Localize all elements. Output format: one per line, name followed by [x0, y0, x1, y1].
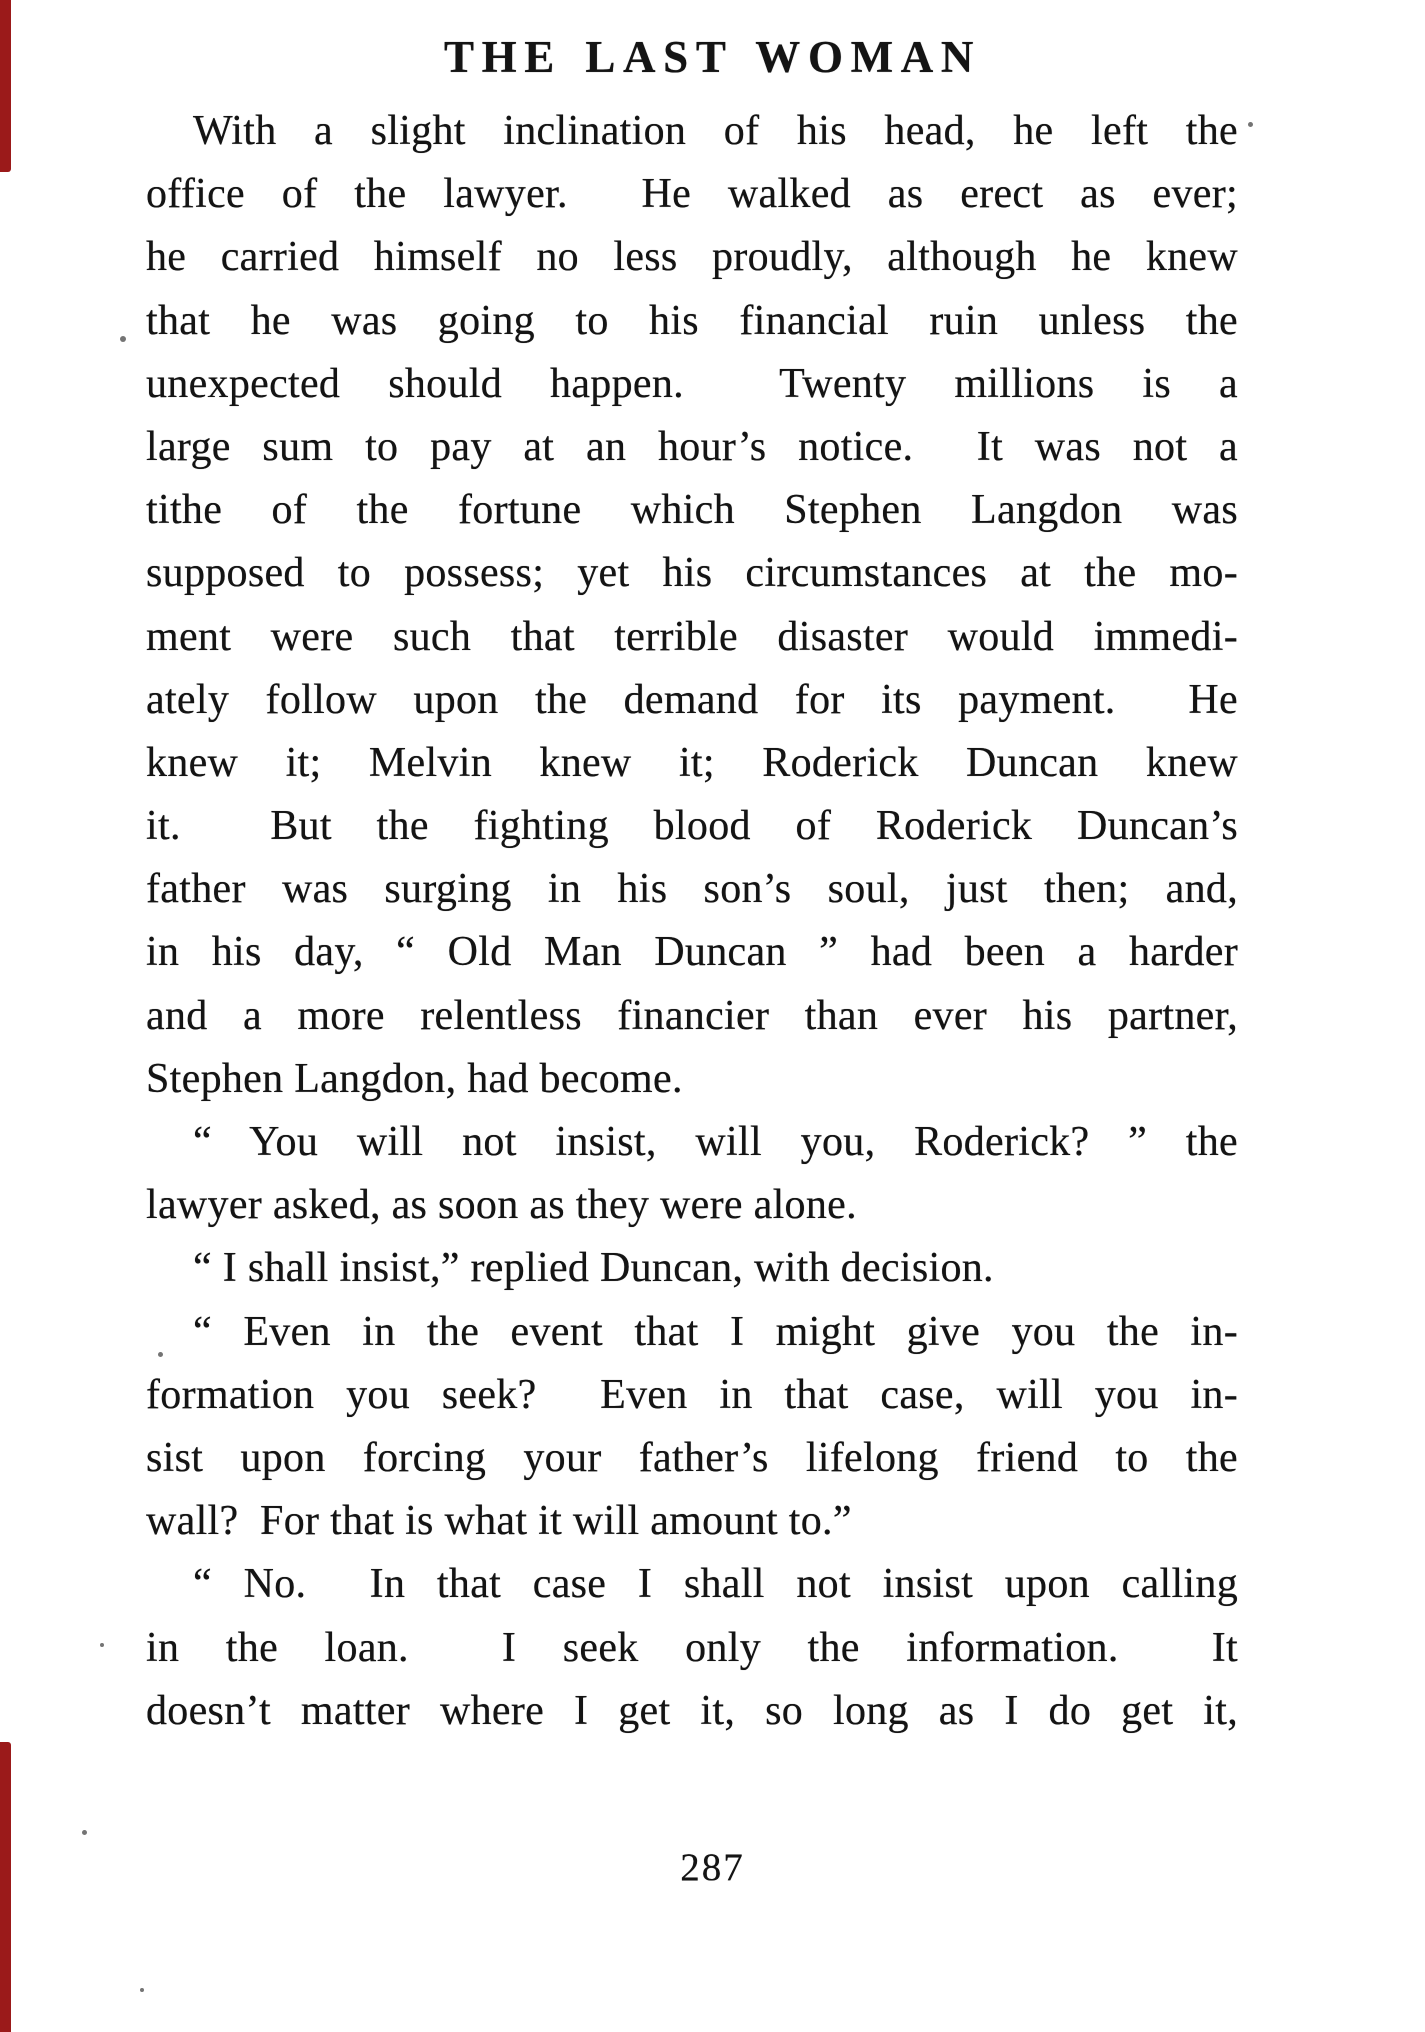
text-line: formation you seek? Even in that case, will you in-	[146, 1371, 1238, 1418]
text-line: it. But the fighting blood of Roderick Duncan’s	[146, 803, 1238, 850]
text-line: in his day, “ Old Man Duncan ” had been a harder	[146, 929, 1238, 976]
ink-speck	[140, 1988, 144, 1992]
red-scan-artifact-top	[0, 0, 11, 172]
text-line: office of the lawyer. He walked as erect as ever;	[146, 171, 1238, 218]
text-line: he carried himself no less proudly, although he knew	[146, 234, 1238, 281]
running-header-title: THE LAST WOMAN	[443, 32, 982, 82]
text-line: Stephen Langdon, had become.	[146, 1055, 683, 1102]
ink-speck	[158, 1352, 163, 1357]
text-line: “ No. In that case I shall not insist upon calling	[193, 1561, 1238, 1608]
text-line: tithe of the fortune which Stephen Langdon was	[146, 487, 1238, 534]
text-line: and a more relentless financier than ever his partner,	[146, 992, 1238, 1039]
text-line: With a slight inclination of his head, he left the	[193, 108, 1238, 154]
text-block	[146, 100, 1238, 1743]
paragraph	[146, 1111, 1238, 1237]
text-line: ately follow upon the demand for its payment. He	[146, 676, 1238, 723]
paragraph	[146, 1553, 1238, 1743]
text-line: wall? For that is what it will amount to.”	[146, 1498, 852, 1545]
text-line: sist upon forcing your father’s lifelong friend to the	[146, 1434, 1238, 1481]
ink-speck	[100, 1643, 104, 1647]
text-line: father was surging in his son’s soul, just then; and,	[146, 866, 1238, 913]
page-number: 287	[680, 1846, 745, 1889]
text-line: unexpected should happen. Twenty millions is a	[146, 360, 1238, 407]
text-line: lawyer asked, as soon as they were alone.	[146, 1182, 857, 1229]
ink-speck	[82, 1830, 87, 1835]
ink-speck	[120, 336, 126, 342]
text-line: “ I shall insist,” replied Duncan, with decision.	[193, 1245, 994, 1292]
text-line: “ Even in the event that I might give you the in-	[193, 1308, 1238, 1355]
paragraph	[146, 100, 1238, 1111]
paragraph	[146, 1237, 1238, 1300]
text-line: ment were such that terrible disaster would immedi-	[146, 613, 1238, 660]
paragraph	[146, 1301, 1238, 1554]
ink-speck	[1248, 122, 1253, 127]
text-line: supposed to possess; yet his circumstances at the mo-	[146, 550, 1238, 597]
text-line: that he was going to his financial ruin unless the	[146, 297, 1238, 344]
text-line: in the loan. I seek only the information. It	[146, 1624, 1238, 1671]
text-line: “ You will not insist, will you, Roderick? ” the	[193, 1119, 1238, 1165]
text-line: doesn’t matter where I get it, so long as I do get it,	[146, 1687, 1238, 1734]
text-line: knew it; Melvin knew it; Roderick Duncan knew	[146, 739, 1238, 786]
text-line: large sum to pay at an hour’s notice. It was not a	[146, 423, 1238, 470]
